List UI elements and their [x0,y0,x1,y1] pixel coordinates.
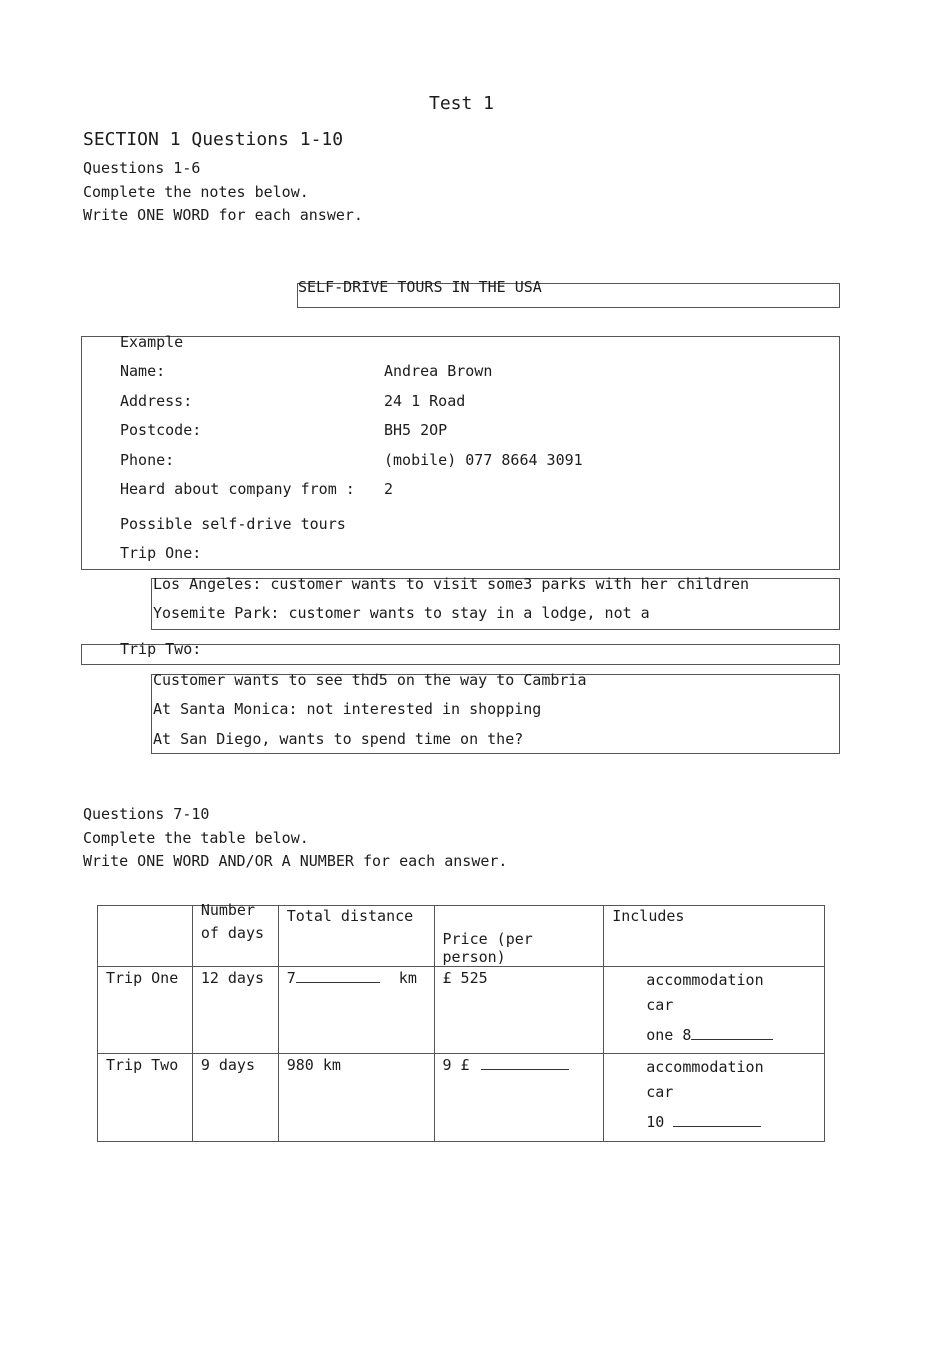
heard-from-value: 2 [384,480,394,498]
instruction-word-number: Write ONE WORD AND/OR A NUMBER for each answer. [83,852,508,870]
trip-two-includes-cell [604,1054,825,1142]
trip-two-line-3: At San Diego, wants to spend time on the? [153,730,524,748]
trip-two-includes-2: car [646,1083,674,1101]
phone-label: Phone: [120,451,175,469]
address-value: 24 1 Road [384,392,466,410]
heard-from-label: Heard about company from : [120,480,355,498]
header-price-cell [434,906,604,967]
trip-two-line-2: At Santa Monica: not interested in shopping [153,700,542,718]
trip-one-distance-num: 7 [286,969,296,987]
page-title: Test 1 [429,93,495,114]
questions-1-6-heading: Questions 1-6 [83,159,201,177]
name-label: Name: [120,362,166,380]
trip-one-includes-2: car [646,996,674,1014]
trip-two-price-cell [434,1054,604,1142]
trip-one-includes-cell [604,967,825,1054]
tours-heading: Possible self-drive tours [120,515,346,533]
trip-two-distance: 980 km [278,1054,434,1142]
header-price: Price (per person) [442,930,533,966]
instruction-complete-table: Complete the table below. [83,829,309,847]
trip-one-line-2: Yosemite Park: customer wants to stay in a lodge, not a [153,604,650,622]
instruction-one-word: Write ONE WORD for each answer. [83,206,363,224]
header-days-line2: of days [200,924,265,942]
name-value: Andrea Brown [384,362,493,380]
trip-two-label: Trip Two: [120,640,202,658]
trip-two-line-1: Customer wants to see thd5 on the way to Cambria [153,671,587,689]
answer-7-blank[interactable] [296,970,380,983]
trip-one-label: Trip One: [120,544,202,562]
trip-two-price: 9 £ [442,1056,470,1074]
trip-one-price: £ 525 [434,967,604,1054]
address-label: Address: [120,392,193,410]
trip-two-includes-3: 10 [646,1113,665,1131]
tours-table [97,901,825,1142]
postcode-label: Postcode: [120,421,202,439]
header-distance-cell [278,906,434,967]
trip-one-cell: Trip One [98,967,193,1054]
table-row [98,1054,825,1142]
header-includes-cell [604,906,825,967]
questions-7-10-heading: Questions 7-10 [83,805,210,823]
trip-one-line-1: Los Angeles: customer wants to visit some3 parks with her children [153,575,750,593]
trip-two-includes-3-line [646,1104,824,1140]
section-heading: SECTION 1 Questions 1-10 [83,129,344,150]
header-days-line1: Number [200,901,255,919]
trip-one-includes-3: one 8 [646,1026,692,1044]
trip-one-includes-1: accommodation [646,971,764,989]
trip-two-includes-1: accommodation [646,1058,764,1076]
trip-one-distance-unit: km [398,969,417,987]
trip-one-days: 12 days [192,967,278,1054]
header-days-cell [192,901,278,967]
example-label: Example [120,333,184,351]
trip-two-days: 9 days [192,1054,278,1142]
trip-two-cell: Trip Two [98,1054,193,1142]
postcode-value: BH5 2OP [384,421,448,439]
answer-9-blank[interactable] [481,1057,569,1070]
header-includes: Includes [612,907,685,925]
table-header-row [98,906,825,967]
table-row [98,967,825,1054]
instruction-complete-notes: Complete the notes below. [83,183,309,201]
answer-8-blank[interactable] [691,1027,773,1040]
trip-one-distance-cell [278,967,434,1054]
notes-title: SELF-DRIVE TOURS IN THE USA [298,278,542,296]
header-distance: Total distance [286,907,414,925]
header-trip-cell [98,906,193,967]
trip-one-includes-3-line [646,1017,824,1053]
phone-value: (mobile) 077 8664 3091 [384,451,583,469]
answer-10-blank[interactable] [673,1114,761,1127]
